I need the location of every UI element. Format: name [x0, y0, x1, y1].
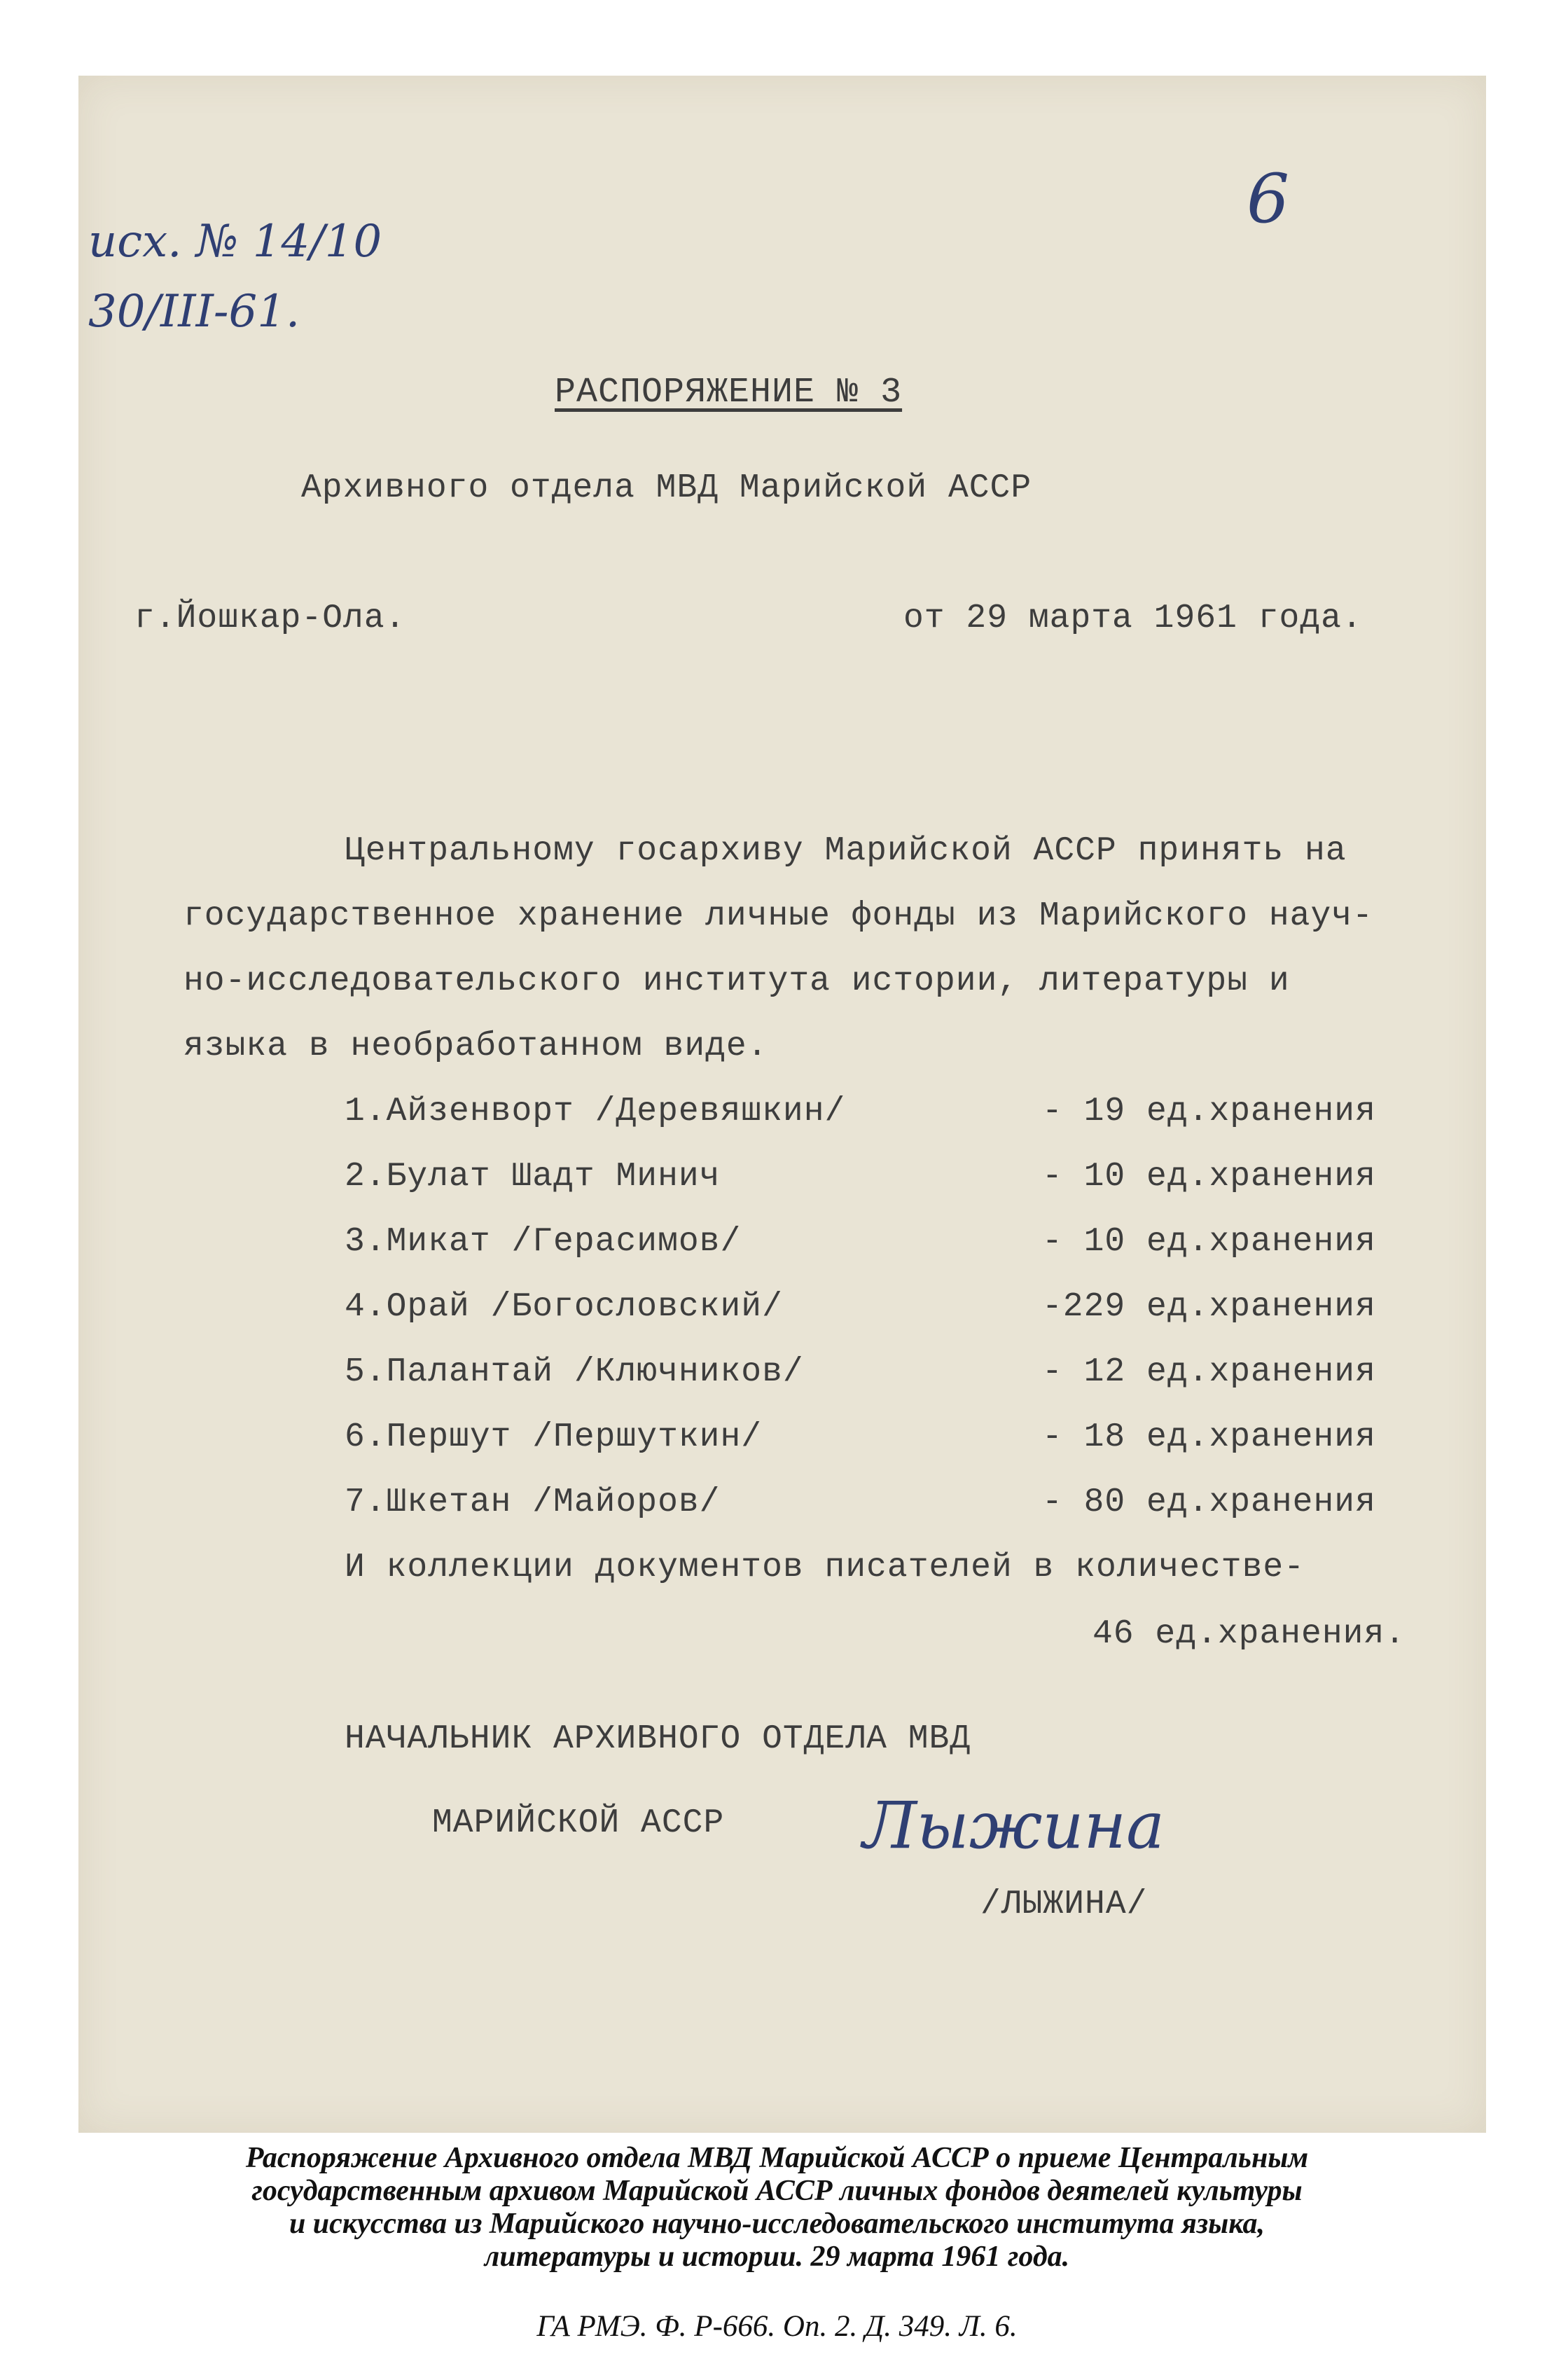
collection-total: 46 ед.хранения. [1092, 1615, 1406, 1653]
page-number: 6 [1247, 160, 1290, 238]
list-item-name: 5.Палантай /Ключников/ [345, 1353, 804, 1391]
list-item-name: 4.Орай /Богословский/ [345, 1288, 783, 1326]
list-item-quantity: - 18 ед.хранения [1042, 1418, 1376, 1456]
list-item-name: 2.Булат Шадт Минич [345, 1158, 721, 1196]
handwritten-note-reference: исх. № 14/10 [88, 216, 382, 268]
document-title: РАСПОРЯЖЕНИЕ № 3 [555, 373, 903, 413]
caption-line: литературы и истории. 29 марта 1961 года. [484, 2241, 1070, 2273]
list-item-name: 1.Айзенворт /Деревяшкин/ [345, 1093, 846, 1130]
list-item-name: 3.Микат /Герасимов/ [345, 1223, 742, 1261]
handwritten-signature: Лыжина [863, 1788, 1165, 1863]
organization-name: Архивного отдела МВД Марийской АССР [301, 469, 1032, 507]
list-item-quantity: - 10 ед.хранения [1042, 1158, 1376, 1196]
list-item-quantity: - 10 ед.хранения [1042, 1223, 1376, 1261]
list-item-quantity: -229 ед.хранения [1042, 1288, 1376, 1326]
caption-line: и искусства из Марийского научно-исследовательского института языка, [289, 2208, 1265, 2240]
body-line: Центральному госархиву Марийской АССР принять на [345, 832, 1347, 870]
list-item-name: 6.Першут /Першуткин/ [345, 1418, 763, 1456]
document-sheet [78, 76, 1486, 2133]
list-item-quantity: - 12 ед.хранения [1042, 1353, 1376, 1391]
body-line: но-исследовательского института истории, литературы и [183, 962, 1290, 1000]
list-item-quantity: - 80 ед.хранения [1042, 1483, 1376, 1521]
caption-line: Распоряжение Архивного отдела МВД Марийской АССР о приеме Центральным [245, 2142, 1309, 2174]
list-item-quantity: - 19 ед.хранения [1042, 1093, 1376, 1130]
archive-source-reference: ГА РМЭ. Ф. Р-666. Оп. 2. Д. 349. Л. 6. [536, 2310, 1018, 2343]
city: г.Йошкар-Ола. [134, 600, 406, 637]
body-line: языка в необработанном виде. [183, 1028, 768, 1065]
caption-line: государственным архивом Марийской АССР личных фондов деятелей культуры [251, 2175, 1303, 2207]
list-item-name: 7.Шкетан /Майоров/ [345, 1483, 721, 1521]
body-line: государственное хранение личные фонды из Марийского науч- [183, 897, 1373, 935]
signatory-title: НАЧАЛЬНИК АРХИВНОГО ОТДЕЛА МВД [345, 1720, 971, 1758]
collection-line: И коллекции документов писателей в количестве- [345, 1549, 1305, 1586]
signatory-title-line2: МАРИЙСКОЙ АССР [432, 1804, 725, 1842]
document-date: от 29 марта 1961 года. [903, 600, 1363, 637]
caption [0, 2142, 1554, 2274]
signer-name: /ЛЫЖИНА/ [980, 1886, 1148, 1923]
handwritten-note-date: 30/III-61. [88, 286, 300, 338]
